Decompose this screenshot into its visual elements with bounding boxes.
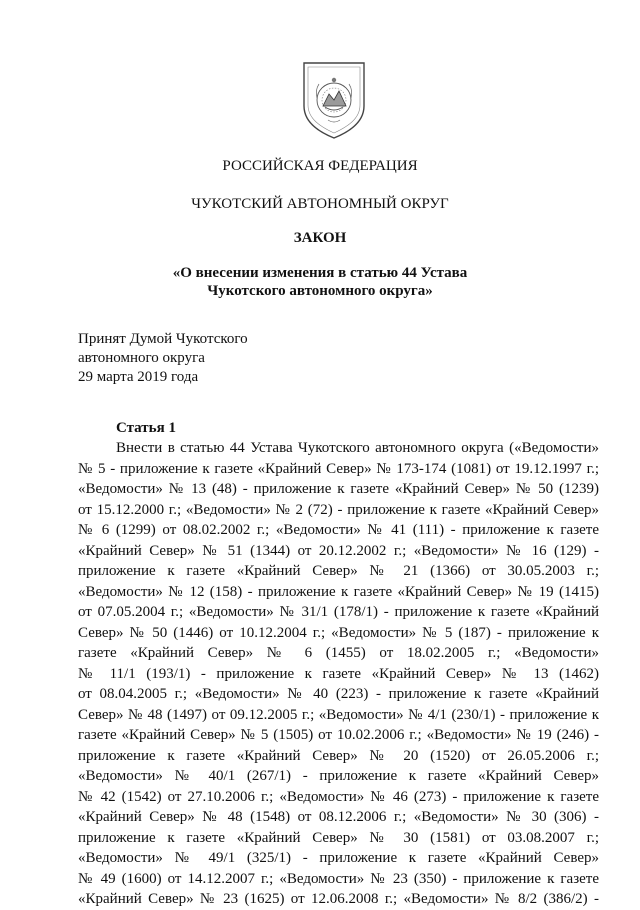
- article-line: от 15.12.2000 г.; «Ведомости» № 2 (72) - приложение к газете «Крайний Север»: [78, 501, 599, 518]
- article-line: «Крайний Север» № 51 (1344) от 20.12.2002 г.; «Ведомости» № 16 (129) -: [78, 542, 599, 559]
- article-line: № 11/1 (193/1) - приложение к газете «Крайний Север» № 13 (1462): [78, 665, 599, 682]
- article-line: от 07.05.2004 г.; «Ведомости» № 31/1 (178/1) - приложение к газете «Крайний: [78, 604, 599, 620]
- article-line: «Крайний Север» № 48 (1548) от 08.12.2006 г.; «Ведомости» № 30 (306) -: [78, 809, 599, 825]
- adoption-line: автономного округа: [78, 350, 205, 366]
- article-line: Внести в статью 44 Устава Чукотского автономного округа («Ведомости»: [116, 440, 599, 456]
- article-line: «Ведомости» № 49/1 (325/1) - приложение к газете «Крайний Север»: [78, 850, 599, 866]
- adoption-block: [78, 330, 248, 387]
- article-line: газете «Крайний Север» № 5 (1505) от 10.02.2006 г.; «Ведомости» № 19 (246) -: [78, 727, 599, 743]
- article-line: приложение к газете «Крайний Север» № 20 (1520) от 26.05.2006 г.;: [78, 747, 599, 764]
- article-line: приложение к газете «Крайний Север» № 30 (1581) от 03.08.2007 г.;: [78, 829, 599, 846]
- article-line: «Ведомости» № 13 (48) - приложение к газете «Крайний Север» № 50 (1239): [78, 481, 599, 497]
- adoption-date: 29 марта 2019 года: [78, 369, 199, 385]
- region-heading: ЧУКОТСКИЙ АВТОНОМНЫЙ ОКРУГ: [191, 196, 449, 212]
- doc-type-heading: ЗАКОН: [293, 230, 347, 246]
- article-line: приложение к газете «Крайний Север» № 21 (1366) от 30.05.2003 г.;: [78, 563, 599, 579]
- federation-heading: РОССИЙСКАЯ ФЕДЕРАЦИЯ: [222, 158, 418, 174]
- law-title-line-2: Чукотского автономного округа»: [207, 283, 433, 299]
- article-line: Север» № 48 (1497) от 09.12.2005 г.; «Ведомости» № 4/1 (230/1) - приложение к: [78, 706, 599, 723]
- article-line: № 42 (1542) от 27.10.2006 г.; «Ведомости» № 46 (273) - приложение к газете: [78, 788, 599, 805]
- coat-of-arms-icon: [301, 60, 367, 140]
- article-heading: Статья 1: [116, 420, 176, 436]
- article-line: № 6 (1299) от 08.02.2002 г.; «Ведомости» № 41 (111) - приложение к газете: [78, 522, 599, 538]
- adoption-line: Принят Думой Чукотского: [78, 331, 248, 347]
- article-line: № 5 - приложение к газете «Крайний Север» № 173-174 (1081) от 19.12.1997 г.;: [78, 460, 599, 477]
- article-body: [78, 438, 599, 910]
- article-line: от 08.04.2005 г.; «Ведомости» № 40 (223) - приложение к газете «Крайний: [78, 686, 599, 702]
- article-line: № 49 (1600) от 14.12.2007 г.; «Ведомости» № 23 (350) - приложение к газете: [78, 870, 599, 887]
- law-title-line-1: «О внесении изменения в статью 44 Устава: [172, 265, 468, 281]
- article-line: «Крайний Север» № 23 (1625) от 12.06.2008 г.; «Ведомости» № 8/2 (386/2) -: [78, 891, 599, 907]
- article-line: газете «Крайний Север» № 6 (1455) от 18.02.2005 г.; «Ведомости»: [78, 645, 599, 661]
- article-line: «Ведомости» № 40/1 (267/1) - приложение к газете «Крайний Север»: [78, 768, 599, 784]
- article-line: «Ведомости» № 12 (158) - приложение к газете «Крайний Север» № 19 (1415): [78, 583, 599, 600]
- article-line: Север» № 50 (1446) от 10.12.2004 г.; «Ведомости» № 5 (187) - приложение к: [78, 624, 599, 641]
